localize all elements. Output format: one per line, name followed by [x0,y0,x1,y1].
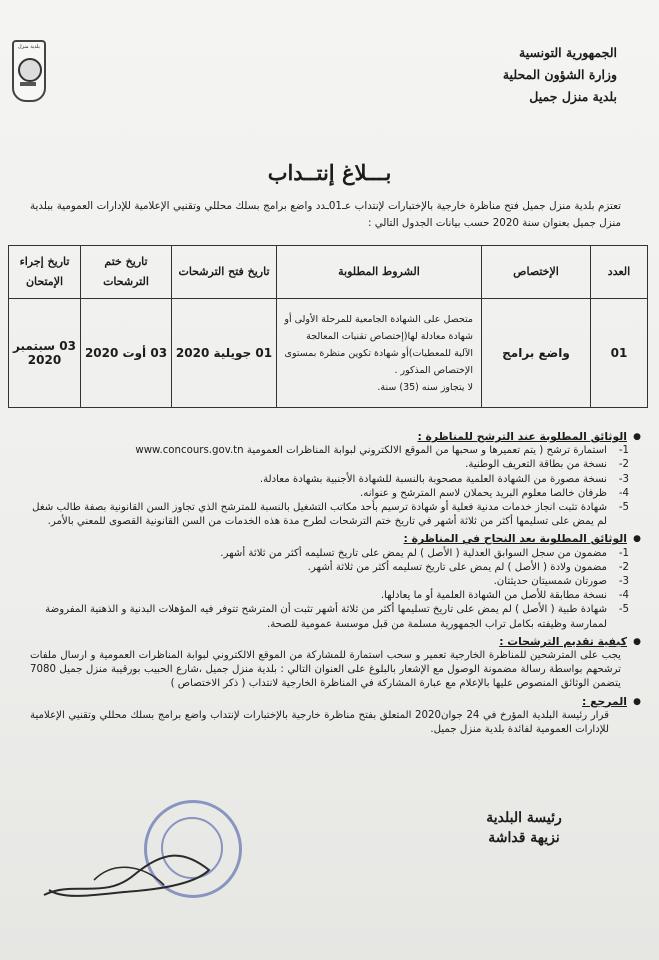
section-title: الوثائق المطلوبة عند الترشح للمناظرة : [417,430,627,443]
section-success-documents [30,532,641,631]
bullet-icon: ● [633,696,641,707]
bullet-icon: ● [633,534,641,545]
cell-exam-date: 03 سبتمبر 2020 [9,299,81,408]
section-title: الوثائق المطلوبة بعد النجاح في المناظرة : [403,532,627,546]
reference-text: قرار رئيسة البلدية المؤرخ في 24 جوان2020 المتعلق بفتح مناظرة خارجية بالإختبارات لإنتداب واضع برامج بسلك محللي وتقنيي الإعلامية للإدارات العمومية لفائدة بلدية منزل جميل. [30,709,609,736]
list-item: 4- نسخة مطابقة للأصل من الشهادة العلمية أو ما يعادلها. [380,590,629,602]
list-item: 5- شهادة طبية ( الأصل ) لم يمض على تاريخ تسليمها أكثر من ثلاثة أشهر تثبت أن المترشح تتوفر فيه المؤهلات البدنية و الذهنية المفروضة لممارسة وظيفته بكامل تراب الجمهورية مسلمة من قبل موسسة عمومية للصحة. [45,604,629,630]
table-row [9,299,648,408]
cell-open-date: 01 جويلية 2020 [172,299,277,408]
list-item: 3- صورتان شمسيتان حديثتان. [493,576,629,588]
signatory-role: رئيسة البلدية [486,810,562,826]
handwritten-signature-icon [34,840,234,910]
header-count: العدد [591,246,648,299]
letterhead [417,42,617,108]
municipality-logo-icon [12,40,46,102]
section-candidacy-documents [30,430,641,529]
header-open-date: تاريخ فتح الترشحات [172,246,277,299]
list-item: 4- ظرفان خالصا معلوم البريد يحملان لاسم المترشح و عنوانه. [360,487,629,499]
submission-text: يجب على المترشحين للمناظرة الخارجية تعمير و سحب استمارة للمشاركة من الموقع الالكتروني لبوابة المناظرات العمومية و ارسال ملفات ترشحهم بواسطة رسالة مضمونة الوصول مع الإشعار بالبلوغ على العنوان التالي : بلدية منزل جميل ،شارع الحبيب بورقيبة منزل جميل 7080 يتضمن الوثائق المنصوص عليها بالإعلام مع عبارة المشاركة في المناظرة الخارجية لانتداب ( ذكر الاختصاص ) [30,650,621,690]
list-item: 1- استمارة ترشح ( يتم تعميرها و سحبها من الموقع الالكتروني لبوابة المناظرات العمومية www.concours.gov.tn [135,445,629,457]
signatory-name: نزيهة قداشة [488,830,560,846]
header-close-date: تاريخ ختم الترشحات [81,246,172,299]
section-submission [30,634,641,692]
document-sections [30,427,641,737]
list-item: 1- مضمون من سجل السوابق العدلية ( الأصل ) لم يمض على تاريخ تسليمه أكثر من ثلاثة أشهر. [220,547,629,559]
header-conditions: الشروط المطلوبة [277,246,482,299]
header-exam-date: تاريخ إجراء الإمتحان [9,246,81,299]
municipality-name: بلدية منزل جميل [529,89,617,104]
signature-block [449,808,599,848]
section-title: المرجع : [582,694,627,708]
cell-conditions: متحصل على الشهادة الجامعية للمرحلة الأولى أو شهادة معادلة لها(إختصاص تقنيات المعالجة الآلية للمعطيات)أو شهادة تكوين منظرة بمستوى الإختصاص المذكور . لا يتجاوز سنه (35) سنة. [277,299,482,408]
document-title: بـــلاغ إنتــداب [267,160,392,185]
cell-close-date: 03 أوت 2020 [81,299,172,408]
table-header-row [9,246,648,299]
list-item: 2- نسخة من بطاقة التعريف الوطنية. [465,459,629,471]
republic-name: الجمهورية التونسية [519,45,617,60]
ministry-name: وزارة الشؤون المحلية [502,67,617,82]
bullet-icon: ● [633,432,641,442]
header-specialty: الإختصاص [482,246,591,299]
bullet-icon: ● [633,636,641,647]
concours-link[interactable]: www.concours.gov.tn [135,445,244,457]
intro-paragraph: تعتزم بلدية منزل جميل فتح مناظرة خارجية بالإختبارات لإنتداب عـ01ـدد واضع برامج بسلك محللي وتقنيي الإعلامية للإدارات العمومية ببلدية منزل جميل بعنوان سنة 2020 حسب بيانات الجدول التالي : [30,200,621,229]
cell-count: 01 [591,299,648,408]
logo-text: بلدية منزل [18,44,40,50]
section-reference [30,694,641,738]
section-title: كيفية تقديم الترشحات : [499,634,627,648]
list-item: 2- مضمون ولادة ( الأصل ) لم يمض على تاريخ تسليمه أكثر من ثلاثة أشهر. [307,561,629,573]
cell-specialty: واضع برامج [482,299,591,408]
list-item: 5- شهادة تثبت انجاز خدمات مدنية فعلية أو شهادة ترسيم بأحد مكاتب التشغيل بالنسبة للمترشح الذي تجاوز السن القانونية بصفة طالب شغل لم يمض على تسليمها أكثر من ثلاثة أشهر في تاريخ ختم الترشحات لطرح مدة هذه الخدمات من السن القانونية القصوى للمعني بالأمر. [32,502,629,528]
recruitment-table [8,245,648,408]
list-item: 3- نسخة مصورة من الشهادة العلمية مصحوبة بالنسبة للشهادة الأجنبية بشهادة معادلة. [259,473,629,485]
